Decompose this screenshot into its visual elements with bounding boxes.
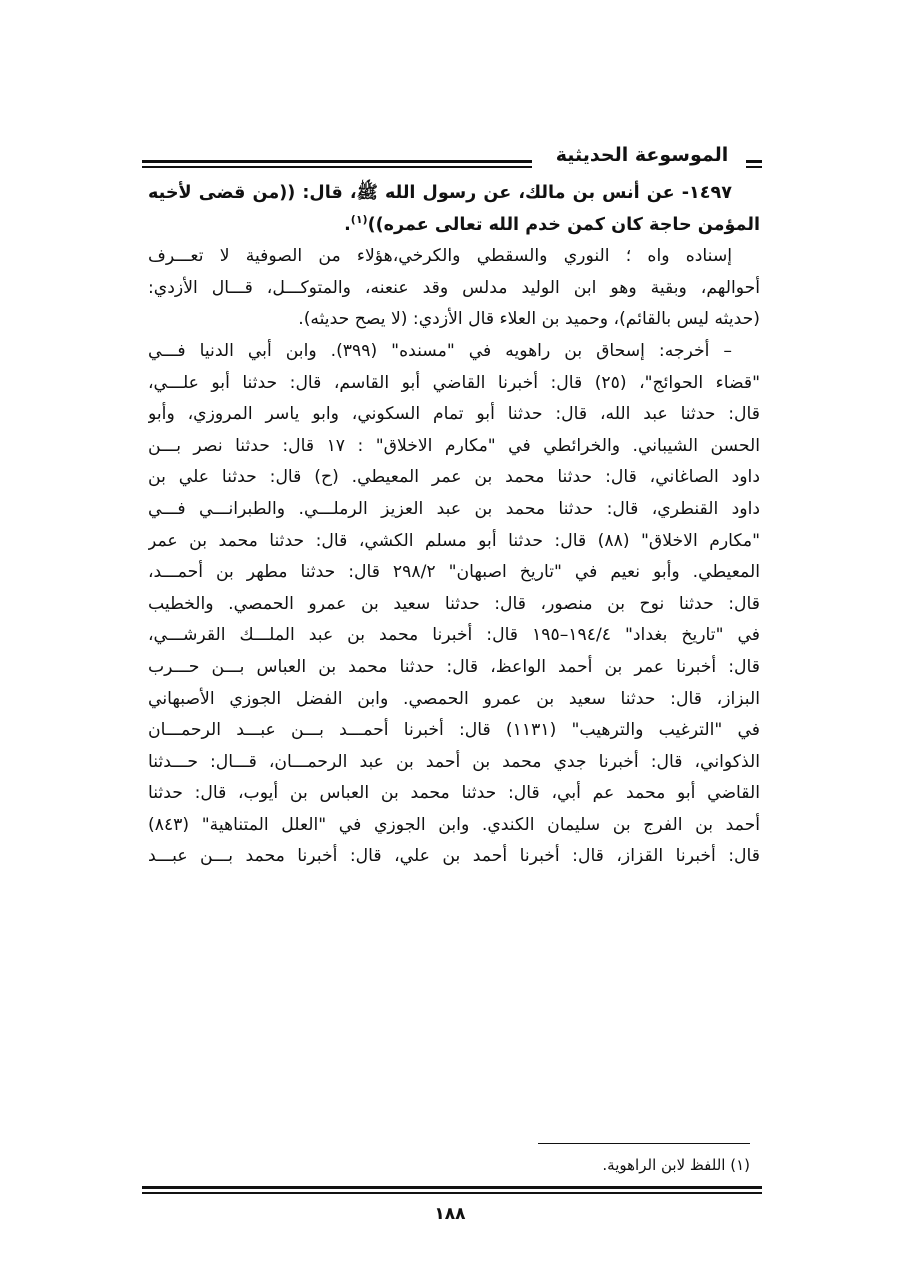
body-line: قال: أخبرنا القزاز، قال: أخبرنا أحمد بن علي، قال: أخبرنا محمد بـــن عبـــد — [148, 846, 760, 867]
body-line: المعيطي. وأبو نعيم في "تاريخ اصبهان" ٢٩٨/٢ قال: حدثنا مطهر بن أحمـــد، — [148, 562, 760, 583]
body-line: أحوالهم، وبقية وهو ابن الوليد مدلس وقد عنعنه، والمتوكـــل، قـــال الأزدي: — [148, 277, 760, 298]
body-line: القاضي أبو محمد عم أبي، قال: حدثنا محمد بن العباس بن أيوب، قال: حدثنا — [148, 783, 760, 804]
body-line: داود القنطري، قال: حدثنا محمد بن عبد العزيز الرملـــي. والطبرانـــي فـــي — [148, 498, 760, 519]
header-rule-tail — [746, 160, 762, 163]
body-line: الذكواني، قال: أخبرنا جدي محمد بن أحمد بن عبد الرحمـــان، قـــال: حـــدثنا — [148, 751, 760, 772]
body-line: "قضاء الحوائج"، (٢٥) قال: أخبرنا القاضي أبو القاسم، قال: حدثنا أبو علـــي، — [148, 372, 760, 393]
footnote-marker: (١) — [350, 212, 368, 226]
body-line: "مكارم الاخلاق" (٨٨) قال: حدثنا أبو مسلم الكشي، قال: حدثنا محمد بن عمر — [148, 530, 760, 551]
body-line: داود الصاغاني، قال: حدثنا محمد بن عمر المعيطي. (ح) قال: حدثنا علي بن — [148, 467, 760, 488]
page-number: ١٨٨ — [434, 1204, 466, 1224]
footer-rule-thin — [142, 1192, 762, 1194]
body-line: إسناده واه ؛ النوري والسقطي والكرخي،هؤلاء من الصوفية لا تعـــرف — [148, 246, 732, 267]
footnote-separator — [538, 1143, 750, 1144]
body-line: قال: حدثنا عبد الله، قال: حدثنا أبو تمام السكوني، وابو ياسر المروزي، وأبو — [148, 404, 760, 425]
main-text — [148, 178, 760, 873]
body-line: في "الترغيب والترهيب" (١١٣١) قال: أخبرنا أحمـــد بـــن عبـــد الرحمـــان — [148, 720, 760, 741]
body-line: البزاز، قال: حدثنا سعيد بن عمرو الحمصي. وابن الفضل الجوزي الأصبهاني — [148, 688, 760, 709]
footer-rule-thick — [142, 1186, 762, 1189]
body-line: – أخرجه: إسحاق بن راهويه في "مسنده" (٣٩٩). وابن أبي الدنيا فـــي — [148, 340, 732, 361]
footnote: (١) اللفظ لابن الراهوية. — [602, 1156, 750, 1174]
body-line: (حديثه ليس بالقائم)، وحميد بن العلاء قال الأزدي: (لا يصح حديثه). — [298, 309, 760, 330]
body-line: أحمد بن الفرج بن سليمان الكندي. وابن الجوزي في "العلل المتناهية" (٨٤٣) — [148, 814, 760, 835]
body-line: قال: أخبرنا عمر بن أحمد الواعظ، قال: حدثنا محمد بن العباس بـــن حـــرب — [148, 656, 760, 677]
header-title: الموسوعة الحديثية — [555, 144, 729, 166]
hadith-line-1: ١٤٩٧- عن أنس بن مالك، عن رسول الله ﷺ، قال: ((من قضى لأخيه — [148, 183, 732, 203]
running-header — [142, 138, 762, 174]
body-line: الحسن الشيباني. والخرائطي في "مكارم الاخلاق" : ١٧ قال: حدثنا نصر بـــن — [148, 435, 760, 456]
hadith-line-2 — [148, 210, 760, 242]
body-line: قال: حدثنا نوح بن منصور، قال: حدثنا سعيد بن عمرو الحمصي. والخطيب — [148, 593, 760, 614]
hadith-line-2-text: المؤمن حاجة كان كمن خدم الله تعالى عمره)) — [367, 214, 760, 235]
hadith-end: . — [344, 214, 351, 235]
header-title-box — [532, 138, 762, 174]
header-rule-tail-thin — [746, 166, 762, 168]
body-line: في "تاريخ بغداد" ١٩٤/٤–١٩٥ قال: أخبرنا محمد بن عبد الملـــك القرشـــي، — [148, 625, 760, 646]
